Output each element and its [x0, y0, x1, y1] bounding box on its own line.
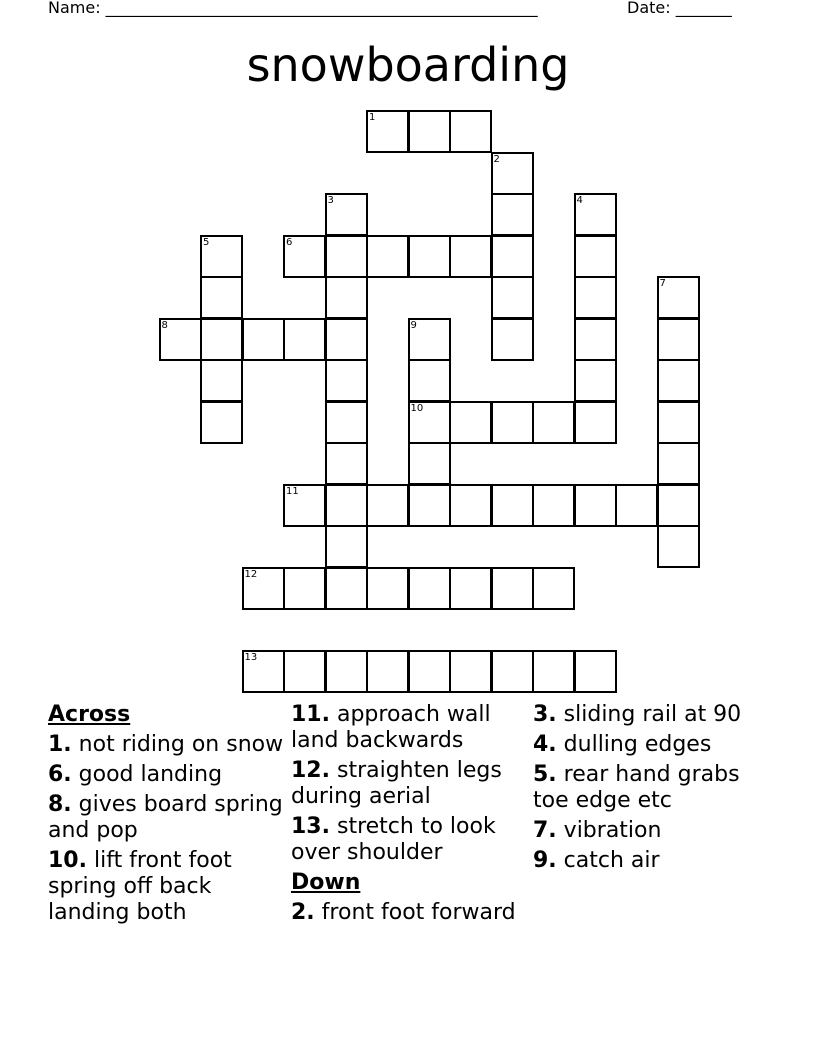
down-heading: Down — [291, 870, 361, 895]
grid-cell[interactable] — [242, 318, 285, 361]
grid-cell[interactable] — [366, 235, 409, 278]
grid-cell[interactable] — [657, 525, 700, 568]
grid-cell[interactable] — [325, 525, 368, 568]
clue-text: approach wall land backwards — [291, 702, 491, 753]
grid-cell[interactable] — [408, 235, 451, 278]
clue-number: 12. — [291, 758, 330, 783]
clue-text: vibration — [563, 818, 662, 843]
grid-cell[interactable] — [283, 567, 326, 610]
cell-number: 4 — [576, 195, 583, 206]
clue-number: 10. — [48, 848, 87, 873]
grid-cell[interactable] — [325, 442, 368, 485]
grid-cell[interactable] — [615, 484, 658, 527]
across-heading: Across — [48, 702, 131, 727]
grid-cell[interactable] — [366, 484, 409, 527]
grid-cell[interactable] — [491, 567, 534, 610]
clue-text: stretch to look over shoulder — [291, 814, 496, 865]
clue-text: dulling edges — [563, 732, 712, 757]
clue-number: 13. — [291, 814, 330, 839]
clue-down-4 — [533, 732, 773, 758]
cell-number: 7 — [659, 278, 666, 289]
grid-cell[interactable] — [283, 318, 326, 361]
cell-number: 3 — [327, 195, 334, 206]
clue-across-12 — [291, 758, 527, 810]
grid-cell[interactable] — [200, 276, 243, 319]
clue-text: not riding on snow — [78, 732, 284, 757]
grid-cell[interactable] — [574, 276, 617, 319]
grid-cell[interactable] — [574, 484, 617, 527]
cell-number: 8 — [161, 319, 168, 331]
grid-cell[interactable] — [325, 567, 368, 610]
grid-cell[interactable] — [325, 193, 368, 236]
clue-across-1 — [48, 732, 284, 758]
grid-cell[interactable] — [449, 650, 492, 693]
grid-cell[interactable] — [325, 359, 368, 402]
grid-cell[interactable] — [449, 567, 492, 610]
grid-cell[interactable] — [491, 152, 534, 195]
grid-cell[interactable] — [159, 318, 202, 361]
grid-cell[interactable] — [574, 359, 617, 402]
clues-column-1 — [48, 702, 284, 930]
grid-cell[interactable] — [491, 318, 534, 361]
grid-cell[interactable] — [283, 650, 326, 693]
clue-text: good landing — [78, 762, 223, 787]
grid-cell[interactable] — [408, 359, 451, 402]
grid-cell[interactable] — [325, 318, 368, 361]
clue-down-5 — [533, 762, 773, 814]
clue-number: 9. — [533, 848, 557, 873]
clue-down-7 — [533, 818, 773, 844]
grid-cell[interactable] — [408, 401, 451, 444]
grid-cell[interactable] — [408, 484, 451, 527]
grid-cell[interactable] — [491, 276, 534, 319]
cell-number: 6 — [286, 236, 293, 248]
clue-text: sliding rail at 90 — [563, 702, 742, 727]
grid-cell[interactable] — [657, 318, 700, 361]
grid-cell[interactable] — [532, 650, 575, 693]
grid-cell[interactable] — [242, 650, 285, 693]
grid-cell[interactable] — [242, 567, 285, 610]
cell-number: 9 — [410, 319, 417, 331]
clue-number: 1. — [48, 732, 72, 757]
grid-cell[interactable] — [366, 650, 409, 693]
cell-number: 10 — [410, 402, 424, 414]
date-field[interactable]: Date: _______ — [627, 0, 732, 17]
grid-cell[interactable] — [283, 235, 326, 278]
clue-number: 8. — [48, 792, 72, 817]
grid-cell[interactable] — [200, 235, 243, 278]
grid-cell[interactable] — [491, 484, 534, 527]
grid-cell[interactable] — [325, 401, 368, 444]
grid-cell[interactable] — [491, 401, 534, 444]
grid-cell[interactable] — [532, 401, 575, 444]
grid-cell[interactable] — [574, 193, 617, 236]
grid-cell[interactable] — [574, 318, 617, 361]
grid-cell[interactable] — [657, 276, 700, 319]
grid-cell[interactable] — [408, 567, 451, 610]
clue-number: 6. — [48, 762, 72, 787]
clue-down-3 — [533, 702, 773, 728]
grid-cell[interactable] — [408, 110, 451, 153]
grid-cell[interactable] — [657, 401, 700, 444]
grid-cell[interactable] — [491, 235, 534, 278]
name-field[interactable]: Name: ______________________________________________________ — [48, 0, 538, 17]
clue-text: catch air — [563, 848, 660, 873]
grid-cell[interactable] — [325, 276, 368, 319]
grid-cell[interactable] — [574, 235, 617, 278]
grid-cell[interactable] — [325, 235, 368, 278]
puzzle-title: snowboarding — [246, 38, 570, 92]
clue-down-2 — [291, 900, 527, 926]
clue-text: straighten legs during aerial — [291, 758, 502, 809]
grid-cell[interactable] — [200, 401, 243, 444]
clue-across-10 — [48, 848, 284, 926]
grid-cell[interactable] — [408, 318, 451, 361]
clue-across-6 — [48, 762, 284, 788]
clue-number: 2. — [291, 900, 315, 925]
clue-number: 11. — [291, 702, 330, 727]
clue-number: 4. — [533, 732, 557, 757]
grid-cell[interactable] — [325, 484, 368, 527]
grid-cell[interactable] — [200, 359, 243, 402]
grid-cell[interactable] — [408, 442, 451, 485]
clue-text: rear hand grabs toe edge etc — [533, 762, 740, 813]
grid-cell[interactable] — [657, 484, 700, 527]
grid-cell[interactable] — [366, 567, 409, 610]
clue-down-9 — [533, 848, 773, 874]
clue-number: 3. — [533, 702, 557, 727]
cell-number: 12 — [244, 568, 258, 580]
cell-number: 1 — [369, 112, 376, 123]
grid-cell[interactable] — [574, 650, 617, 693]
grid-cell[interactable] — [408, 650, 451, 693]
grid-cell[interactable] — [366, 110, 409, 153]
cell-number: 13 — [244, 651, 258, 663]
grid-cell[interactable] — [449, 484, 492, 527]
clue-number: 5. — [533, 762, 557, 787]
clue-text: gives board spring and pop — [48, 792, 283, 843]
grid-cell[interactable] — [532, 484, 575, 527]
clue-text: lift front foot spring off back landing both — [48, 848, 232, 925]
cell-number: 11 — [286, 485, 299, 497]
grid-cell[interactable] — [532, 567, 575, 610]
grid-cell[interactable] — [657, 359, 700, 402]
grid-cell[interactable] — [657, 442, 700, 485]
grid-cell[interactable] — [325, 650, 368, 693]
clues-column-2 — [291, 702, 527, 930]
grid-cell[interactable] — [491, 650, 534, 693]
clue-text: front foot forward — [321, 900, 516, 925]
clue-across-13 — [291, 814, 527, 866]
grid-cell[interactable] — [574, 401, 617, 444]
clue-number: 7. — [533, 818, 557, 843]
grid-cell[interactable] — [449, 110, 492, 153]
grid-cell[interactable] — [491, 193, 534, 236]
grid-cell[interactable] — [200, 318, 243, 361]
clue-across-11 — [291, 702, 527, 754]
clue-across-8 — [48, 792, 284, 844]
cell-number: 2 — [493, 153, 500, 165]
grid-cell[interactable] — [449, 401, 492, 444]
clues-column-3 — [533, 702, 773, 878]
grid-cell[interactable] — [449, 235, 492, 278]
cell-number: 5 — [203, 236, 210, 248]
grid-cell[interactable] — [283, 484, 326, 527]
